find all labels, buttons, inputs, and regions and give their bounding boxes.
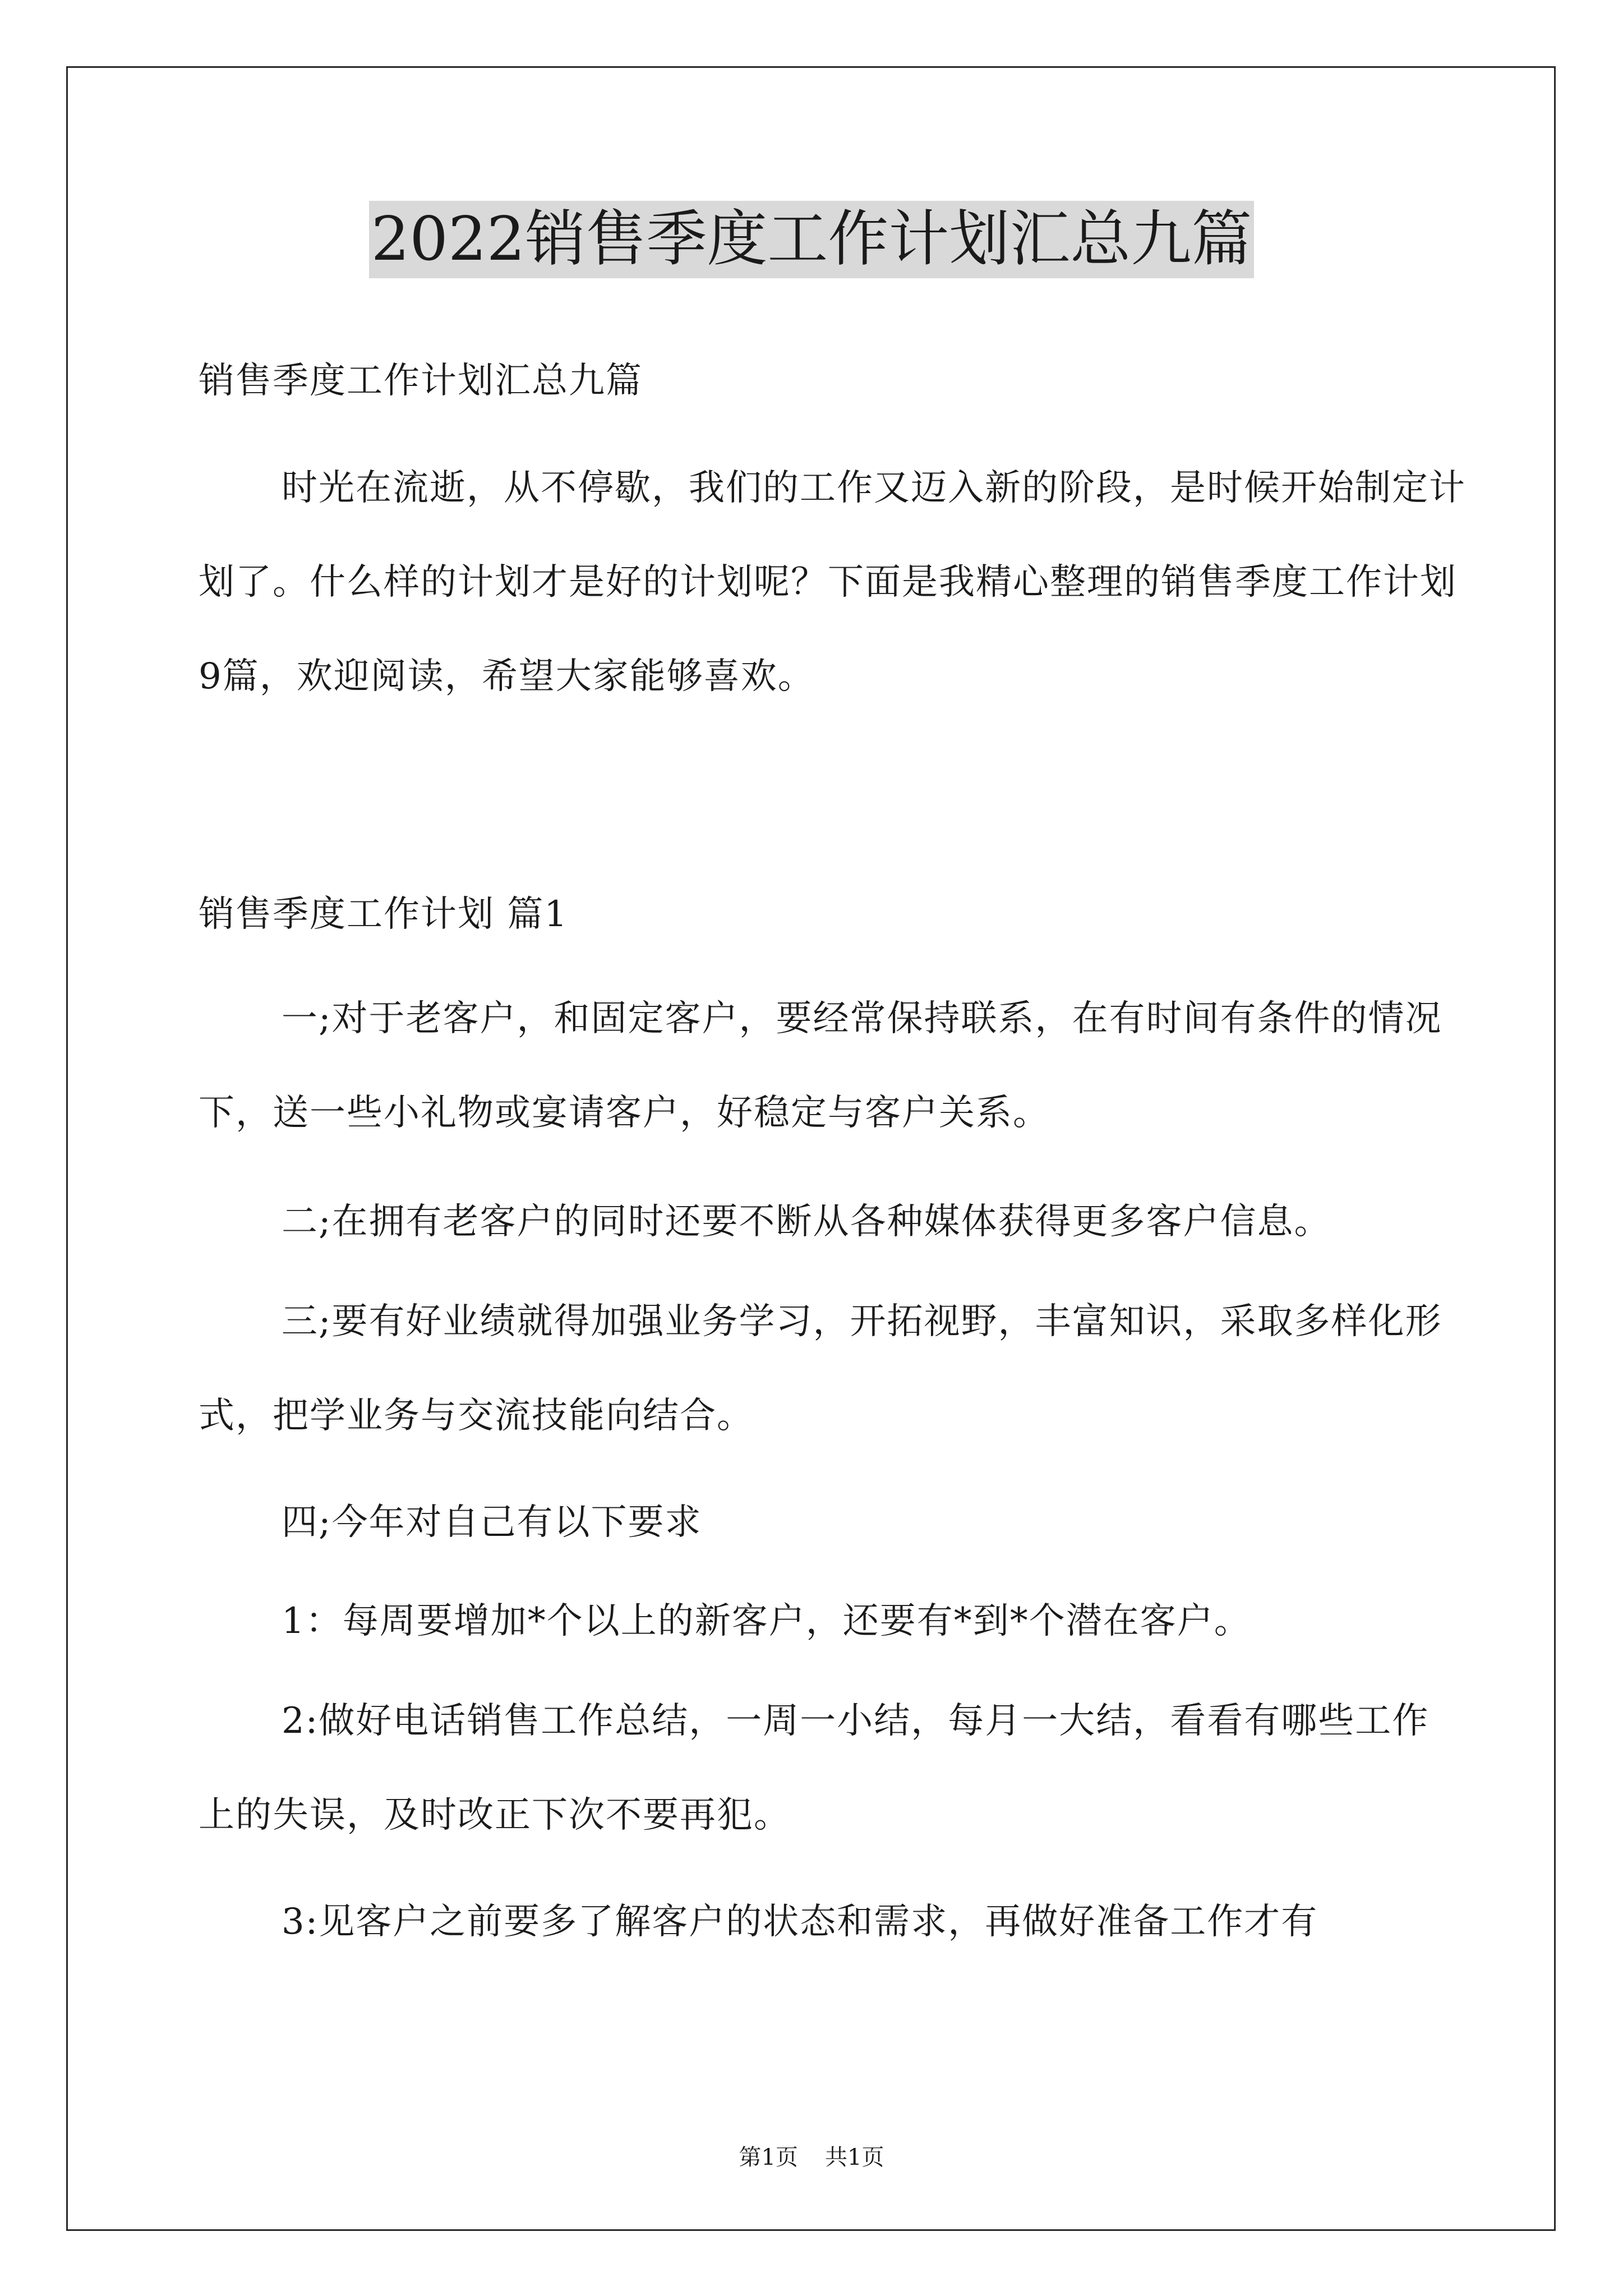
list-item-6: 2:做好电话销售工作总结，一周一小结，每月一大结，看看有哪些工作上的失误，及时改正下次不要再犯。 <box>199 1700 1430 1836</box>
list-item-7: 3:见客户之前要多了解客户的状态和需求，再做好准备工作才有 <box>282 1901 1318 1943</box>
page-number: 第1页 <box>739 2145 798 2170</box>
list-item-1: 一;对于老客户，和固定客户，要经常保持联系，在有时间有条件的情况下，送一些小礼物或宴请客户，好稳定与客户关系。 <box>199 998 1442 1134</box>
intro-paragraph: 时光在流逝，从不停歇，我们的工作又迈入新的阶段，是时候开始制定计划了。什么样的计划才是好的计划呢？下面是我精心整理的销售季度工作计划9篇，欢迎阅读，希望大家能够喜欢。 <box>199 467 1466 697</box>
list-item-2: 二;在拥有老客户的同时还要不断从各种媒体获得更多客户信息。 <box>282 1201 1331 1243</box>
page-total: 共1页 <box>825 2145 884 2170</box>
list-item-3: 三;要有好业绩就得加强业务学习，开拓视野，丰富知识，采取多样化形式，把学业务与交流技能向结合。 <box>199 1301 1442 1437</box>
subtitle: 销售季度工作计划汇总九篇 <box>199 360 643 402</box>
document-title: 2022销售季度工作计划汇总九篇 <box>369 201 1255 278</box>
list-item-5: 1：每周要增加*个以上的新客户，还要有*到*个潜在客户。 <box>282 1600 1251 1642</box>
title-wrap <box>0 201 1623 278</box>
section-heading: 销售季度工作计划 篇1 <box>199 894 569 935</box>
list-item-4: 四;今年对自己有以下要求 <box>282 1502 702 1543</box>
page-footer <box>0 2142 1623 2173</box>
